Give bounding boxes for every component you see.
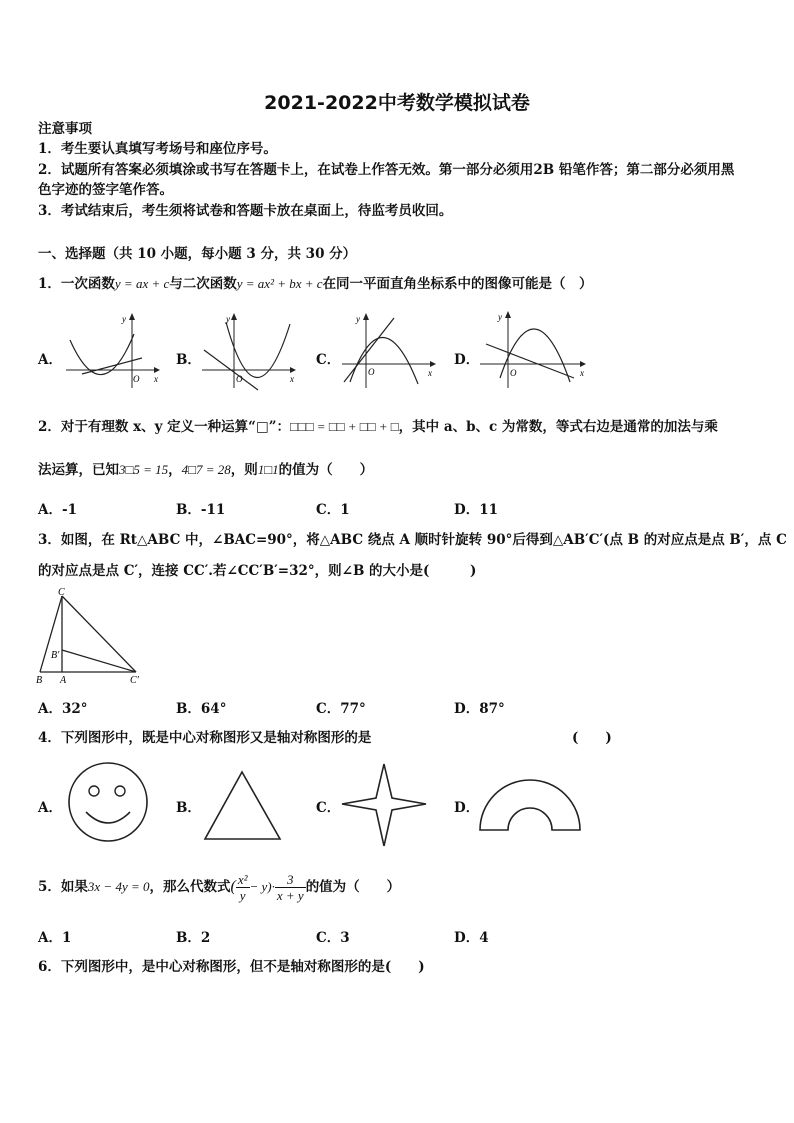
label-b: B — [36, 675, 43, 686]
q4-option-a[interactable]: A． — [38, 800, 62, 816]
q4-option-d[interactable]: D． — [454, 800, 480, 816]
axis-x-label: x — [580, 368, 584, 378]
notice-item: 3．考试结束后，考生须将试卷和答题卡放在桌面上，待监考员收回。 — [38, 203, 453, 219]
notice-item: 色字迹的签字笔作答。 — [38, 182, 173, 198]
q3-option-d[interactable]: D．87° — [454, 701, 505, 717]
question-2-line-1: 2．对于有理数 x、y 定义一种运算“□”：□□□ = □□ + □□ + □，其中 a、b、c 为常数，等式右边是通常的加法与乘 — [38, 419, 718, 435]
question-5: 5．如果3x − 4y = 0，那么代数式( $\frac{\text{x²}}{y}$ − y)· $\frac{3}{x + y}$ 的值为（ ） — [38, 872, 401, 903]
q4-option-c[interactable]: C． — [316, 800, 341, 816]
answer-paren: ( ) — [572, 730, 612, 746]
axis-y-label: y — [498, 312, 502, 322]
q1-graph-c — [338, 312, 438, 390]
q4-option-b[interactable]: B． — [176, 800, 201, 816]
q1-graph-a — [62, 312, 162, 390]
q2-option-b[interactable]: B．-11 — [176, 502, 226, 518]
axis-x-label: x — [154, 374, 158, 384]
triangle-icon — [202, 770, 284, 842]
question-4: 4．下列图形中，既是中心对称图形又是轴对称图形的是 — [38, 730, 372, 746]
origin-label: O — [510, 368, 517, 378]
q2-option-a[interactable]: A．-1 — [38, 502, 77, 518]
q5-option-b[interactable]: B．2 — [176, 930, 211, 946]
q2-option-d[interactable]: D．11 — [454, 502, 498, 518]
notice-item: 1．考生要认真填写考场号和座位序号。 — [38, 141, 277, 157]
notice-heading: 注意事项 — [38, 121, 92, 137]
q1-graph-d — [478, 308, 590, 390]
q1-option-a[interactable]: A． — [38, 352, 62, 368]
question-3-line-2: 的对应点是点 C′，连接 CC′.若∠CC′B′=32°，则∠B 的大小是( ) — [38, 563, 477, 579]
notice-item: 2．试题所有答案必须填涂或书写在答题卡上，在试卷上作答无效。第一部分必须用2B 铅笔作答；第二部分必须用黑 — [38, 162, 735, 178]
q5-option-c[interactable]: C．3 — [316, 930, 350, 946]
fraction-3-over-x-plus-y: $\frac{3}{x + y}$ — [276, 872, 304, 903]
section-heading: 一、选择题（共 10 小题，每小题 3 分，共 30 分） — [38, 246, 357, 262]
question-2-line-2: 法运算，已知3□5 = 15，4□7 = 28，则1□1的值为（ ） — [38, 462, 374, 478]
label-c-prime: C′ — [130, 675, 139, 686]
q1-option-b[interactable]: B． — [176, 352, 201, 368]
axis-y-label: y — [122, 314, 126, 324]
arch-icon — [478, 778, 582, 834]
origin-label: O — [133, 374, 140, 384]
condition-formula: 3x − 4y = 0 — [87, 879, 150, 894]
question-6: 6．下列图形中，是中心对称图形，但不是轴对称图形的是( ) — [38, 959, 425, 975]
formula-linear: y = ax + c — [114, 276, 170, 291]
formula-quadratic: y = ax² + bx + c — [236, 276, 323, 291]
q3-option-b[interactable]: B．64° — [176, 701, 227, 717]
q3-triangle-figure — [36, 586, 148, 686]
q5-option-a[interactable]: A．1 — [38, 930, 72, 946]
label-b-prime: B′ — [51, 650, 60, 661]
q1-graph-b — [198, 312, 298, 390]
q1-option-c[interactable]: C． — [316, 352, 341, 368]
origin-label: O — [236, 374, 243, 384]
axis-x-label: x — [290, 374, 294, 384]
origin-label: O — [368, 367, 375, 377]
label-a: A — [60, 675, 67, 686]
smiley-face-icon — [66, 760, 152, 846]
axis-y-label: y — [356, 314, 360, 324]
axis-y-label: y — [226, 314, 230, 324]
axis-x-label: x — [428, 368, 432, 378]
label-c: C — [58, 587, 65, 598]
operation-formula: □□□ = □□ + □□ + □ — [289, 419, 399, 434]
question-1: 1．一次函数y = ax + c与二次函数y = ax² + bx + c在同一平面直角坐标系中的图像可能是（ ） — [38, 276, 593, 292]
page-title: 2021-2022中考数学模拟试卷 — [264, 92, 530, 114]
q3-option-a[interactable]: A．32° — [38, 701, 88, 717]
question-3-line-1: 3．如图，在 Rt△ABC 中，∠BAC=90°，将△ABC 绕点 A 顺时针旋转 90°后得到△AB′C′(点 B 的对应点是点 B′，点 C — [38, 532, 787, 548]
four-point-star-icon — [340, 762, 430, 848]
q5-option-d[interactable]: D．4 — [454, 930, 489, 946]
fraction-x2-over-y: $\frac{\text{x²}}{y}$ — [237, 872, 248, 903]
q1-option-d[interactable]: D． — [454, 352, 480, 368]
q3-option-c[interactable]: C．77° — [316, 701, 366, 717]
q2-option-c[interactable]: C．1 — [316, 502, 350, 518]
